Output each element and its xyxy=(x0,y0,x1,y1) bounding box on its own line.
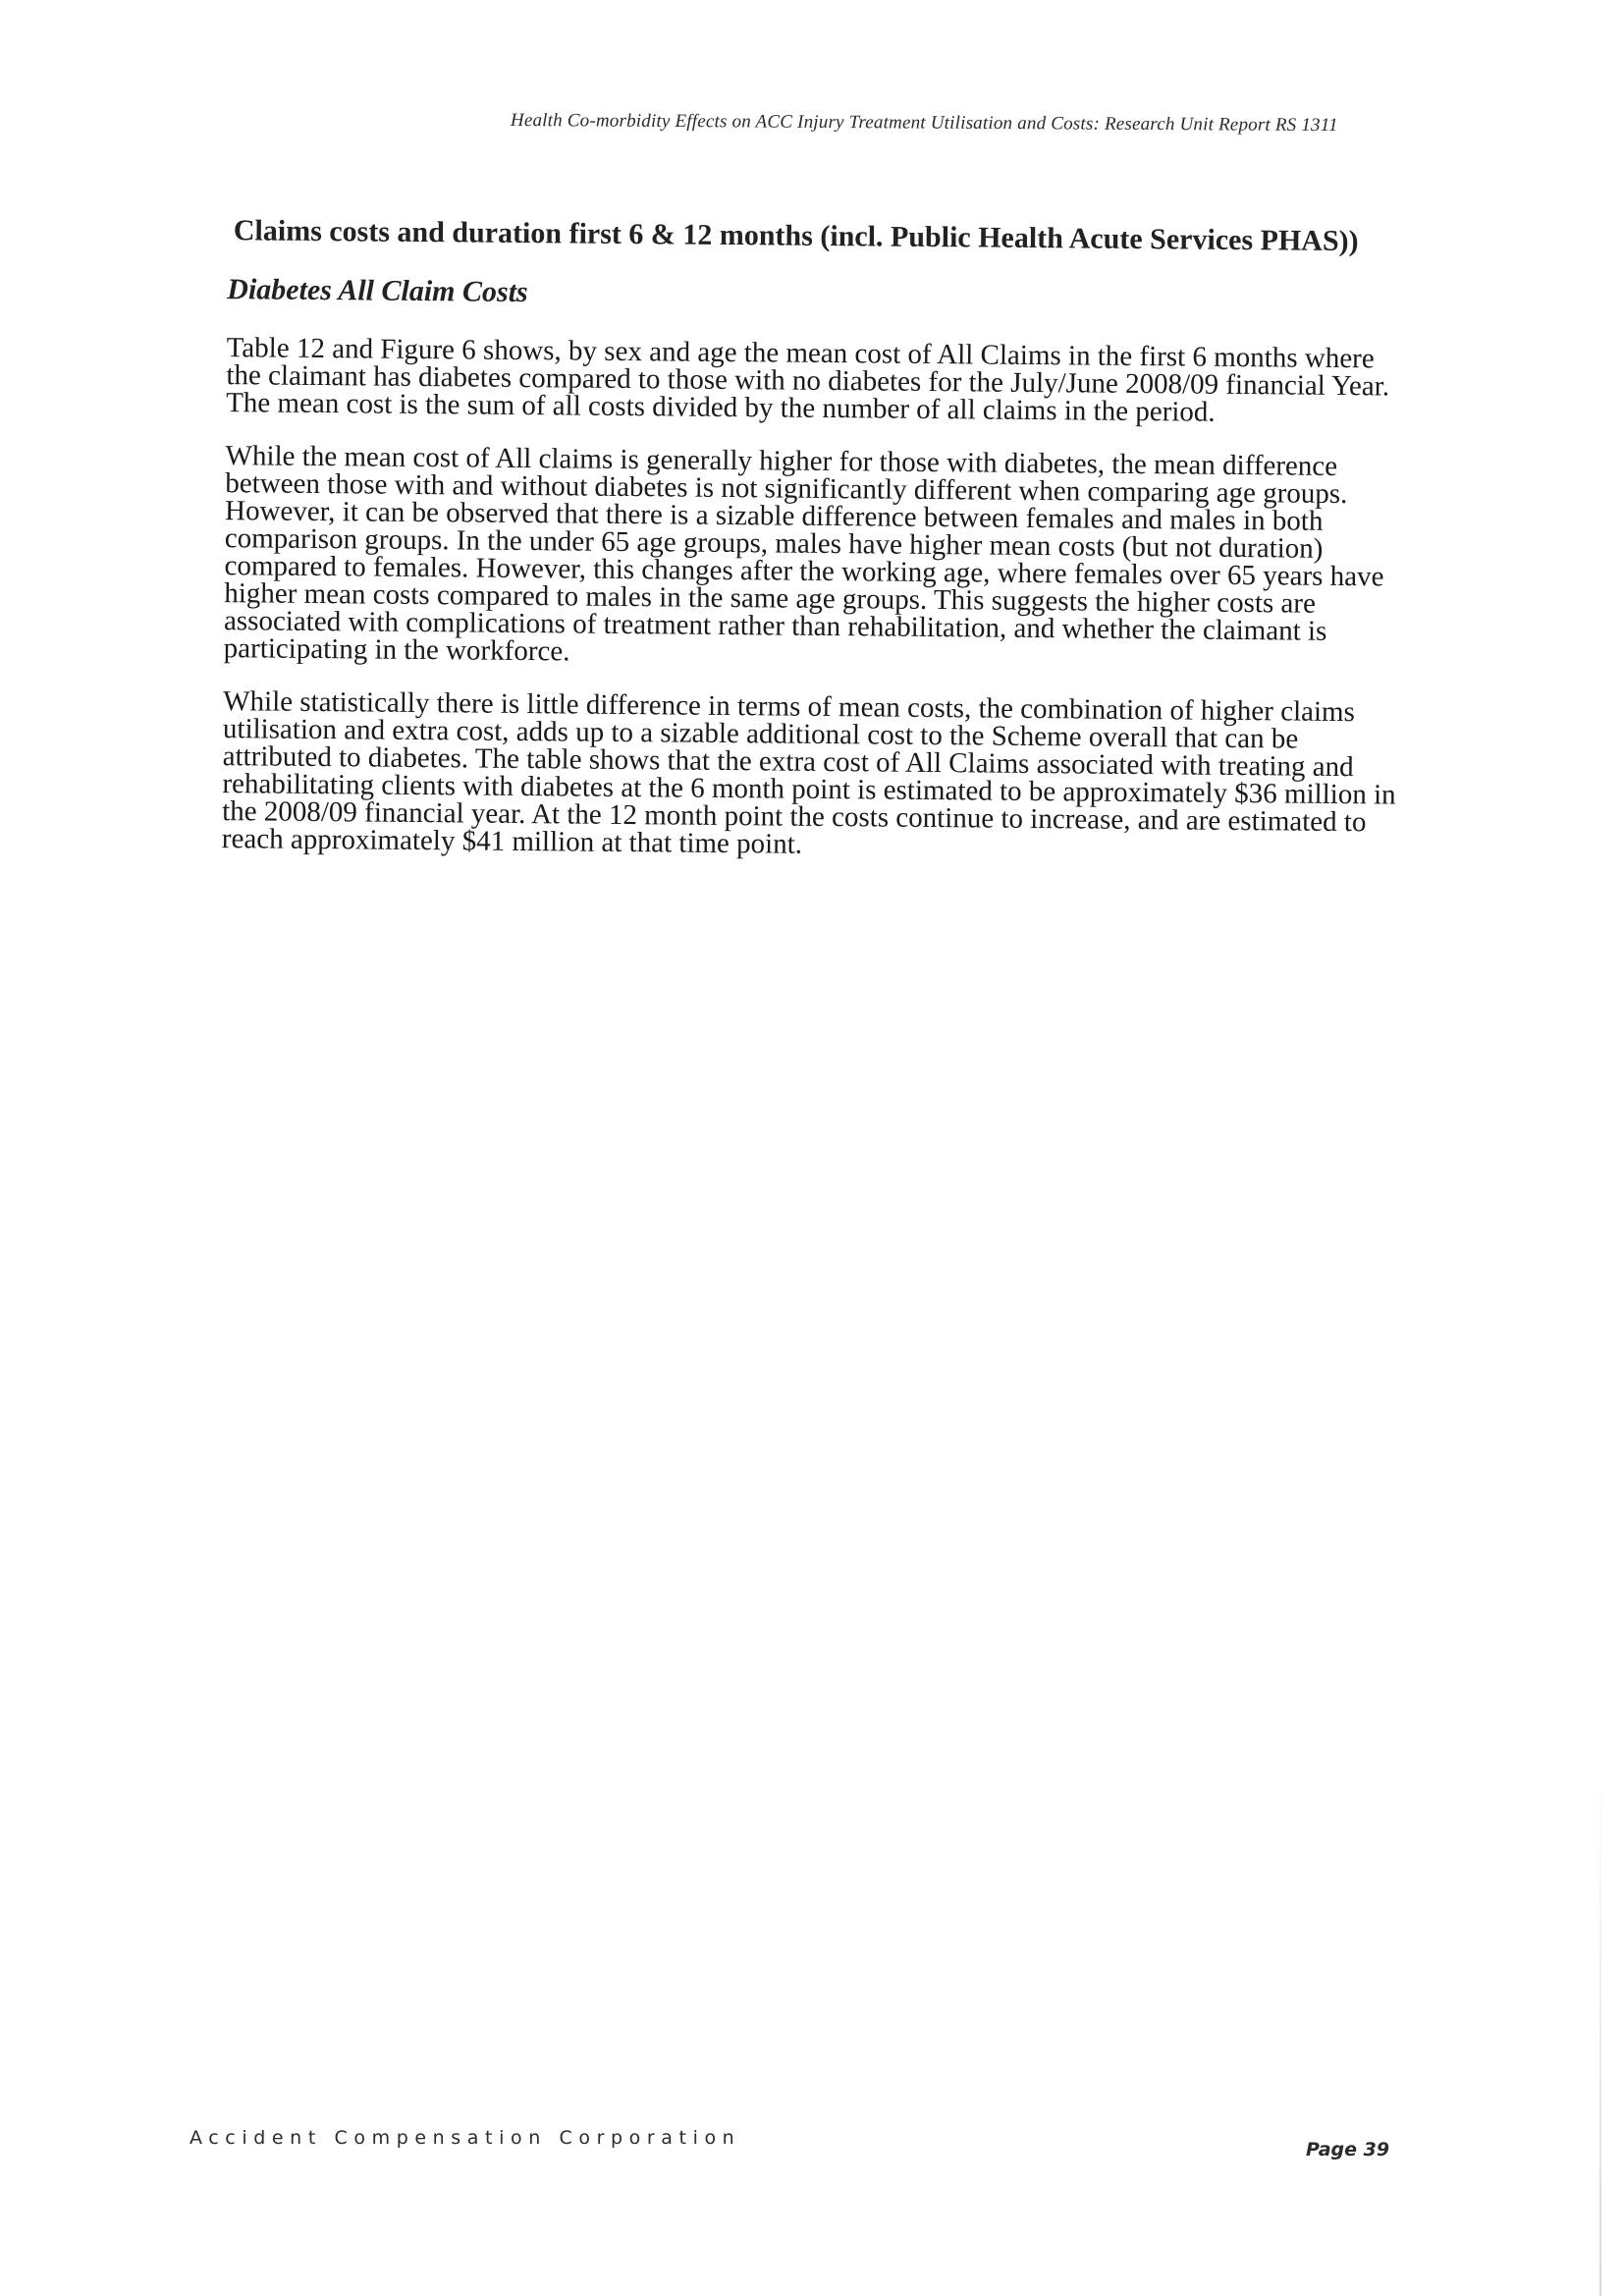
subsection-heading: Diabetes All Claim Costs xyxy=(227,273,528,309)
scan-edge-shadow xyxy=(1599,1768,1601,2296)
paragraph: Table 12 and Figure 6 shows, by sex and age the mean cost of All Claims in the first 6 months where the claimant has diabetes compared to those with no diabetes for the July/June 2008/09 financial Year. The mean cost is the sum of all costs divided by the number of all claims in the period. xyxy=(226,332,1390,428)
page-number: Page 39 xyxy=(1306,2139,1390,2160)
running-header: Health Co-morbidity Effects on ACC Injury Treatment Utilisation and Costs: Research Unit Report RS 1311 xyxy=(510,110,1338,137)
section-heading: Claims costs and duration first 6 & 12 months (incl. Public Health Acute Services PHAS)) xyxy=(233,214,1359,258)
main-content xyxy=(212,214,1416,890)
paragraph: While the mean cost of All claims is generally higher for those with diabetes, the mean difference between those with and without diabetes is not significantly different when comparing age groups. However, it can be observed that there is a sizable difference between females and males in both comparison groups. In the under 65 age groups, males have higher mean costs (but not duration) compared to females. However, this changes after the working age, where females over 65 years have higher mean costs compared to males in the same age groups. This suggests the higher costs are associated with complications of treatment rather than rehabilitation, and whether the claimant is participating in the workforce. xyxy=(223,440,1384,668)
paragraph: While statistically there is little difference in terms of mean costs, the combination of higher claims utilisation and extra cost, adds up to a sizable additional cost to the Scheme overall that can be attributed to diabetes. The table shows that the extra cost of All Claims associated with treating and rehabilitating clients with diabetes at the 6 month point is estimated to be approximately $36 million in the 2008/09 financial year. At the 12 month point the costs continue to increase, and are estimated to reach approximately $41 million at that time point. xyxy=(221,685,1396,860)
footer-organisation: Accident Compensation Corporation xyxy=(189,2127,741,2149)
